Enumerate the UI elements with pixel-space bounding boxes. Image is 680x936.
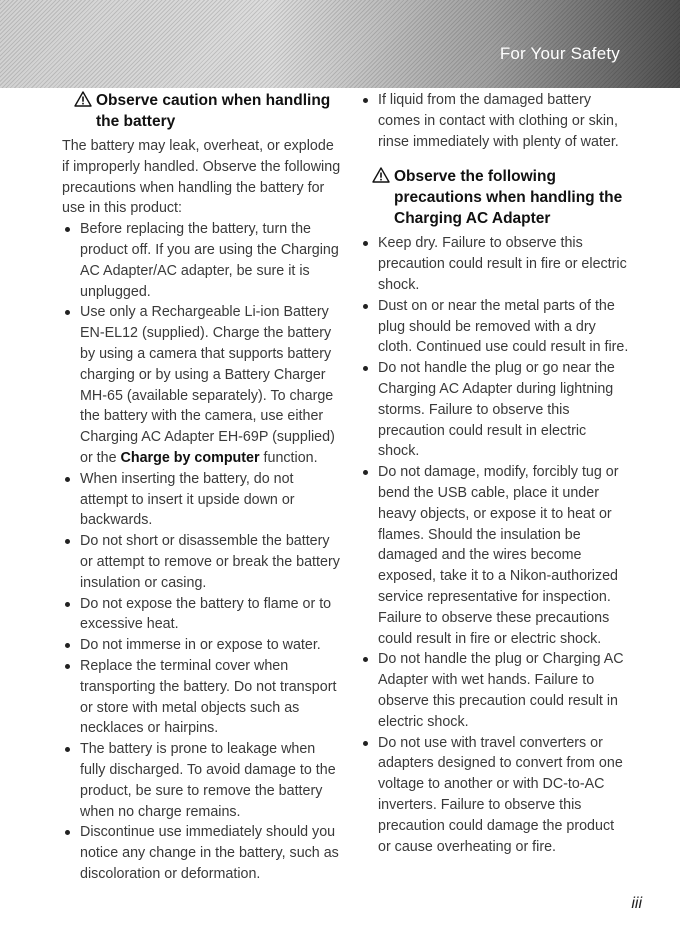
list-item: When inserting the battery, do not attempt to insert it upside down or backwards. xyxy=(62,469,342,531)
warning-icon xyxy=(74,91,92,107)
list-item: Do not short or disassemble the battery or attempt to remove or break the battery insulation or casing. xyxy=(62,531,342,593)
list-item: Do not handle the plug or Charging AC Adapter with wet hands. Failure to observe this precaution could result in electric shock. xyxy=(360,649,630,732)
charge-text-after: function. xyxy=(259,449,318,466)
list-item: Discontinue use immediately should you notice any change in the battery, such as discoloration or deformation. xyxy=(62,822,342,884)
heading-text: Observe caution when handling the battery xyxy=(96,92,331,130)
adapter-precautions-list xyxy=(360,233,630,857)
header-band xyxy=(0,0,680,88)
list-item: The battery is prone to leakage when fully discharged. To avoid damage to the product, be sure to remove the battery when no charge remains. xyxy=(62,739,342,822)
left-column xyxy=(62,90,342,885)
list-item: If liquid from the damaged battery comes in contact with clothing or skin, rinse immediately with plenty of water. xyxy=(360,90,630,152)
list-item: Dust on or near the metal parts of the plug should be removed with a dry cloth. Continued use could result in fire. xyxy=(360,296,630,358)
adapter-caution-heading xyxy=(360,166,630,229)
list-item: Do not expose the battery to flame or to excessive heat. xyxy=(62,594,342,636)
charge-text-before: Use only a Rechargeable Li-ion Battery EN-EL12 (supplied). Charge the battery by using a camera that supports battery charging or by using a Battery Charger MH-65 (available separately). To charge the battery with the camera, use either Charging AC Adapter EH-69P (supplied) or the xyxy=(80,304,335,466)
battery-precautions-continued xyxy=(360,90,630,152)
list-item: Do not immerse in or expose to water. xyxy=(62,635,342,656)
heading-text: Observe the following precautions when handling the Charging AC Adapter xyxy=(394,168,623,228)
list-item: Do not damage, modify, forcibly tug or bend the USB cable, place it under heavy objects, or expose it to heat or flames. Should the insulation be damaged and the wires become exposed, take it to a Nikon-authorized service representative for inspection. Failure to observe these precautions could result in fire or electric shock. xyxy=(360,462,630,649)
list-item: Replace the terminal cover when transporting the battery. Do not transport or store with metal objects such as necklaces or hairpins. xyxy=(62,656,342,739)
charge-by-computer-term: Charge by computer xyxy=(120,449,260,466)
list-item: Do not handle the plug or go near the Charging AC Adapter during lightning storms. Failure to observe this precaution could result in electric shock. xyxy=(360,358,630,462)
spacer xyxy=(360,152,630,166)
section-title: For Your Safety xyxy=(499,44,620,63)
battery-intro: The battery may leak, overheat, or explode if improperly handled. Observe the following precautions when handling the battery for use in this product: xyxy=(62,138,341,217)
battery-precautions-list xyxy=(62,219,342,885)
battery-caution-heading xyxy=(62,90,342,132)
page-number: iii xyxy=(631,895,642,912)
list-item: Do not use with travel converters or adapters designed to convert from one voltage to another or with DC-to-AC inverters. Failure to observe this precaution could damage the product or cause overheating or fire. xyxy=(360,733,630,858)
warning-icon xyxy=(372,167,390,183)
list-item xyxy=(62,302,342,468)
list-item: Keep dry. Failure to observe this precaution could result in fire or electric shock. xyxy=(360,233,630,295)
list-item: Before replacing the battery, turn the product off. If you are using the Charging AC Adapter/AC adapter, be sure it is unplugged. xyxy=(62,219,342,302)
right-column xyxy=(360,90,630,857)
